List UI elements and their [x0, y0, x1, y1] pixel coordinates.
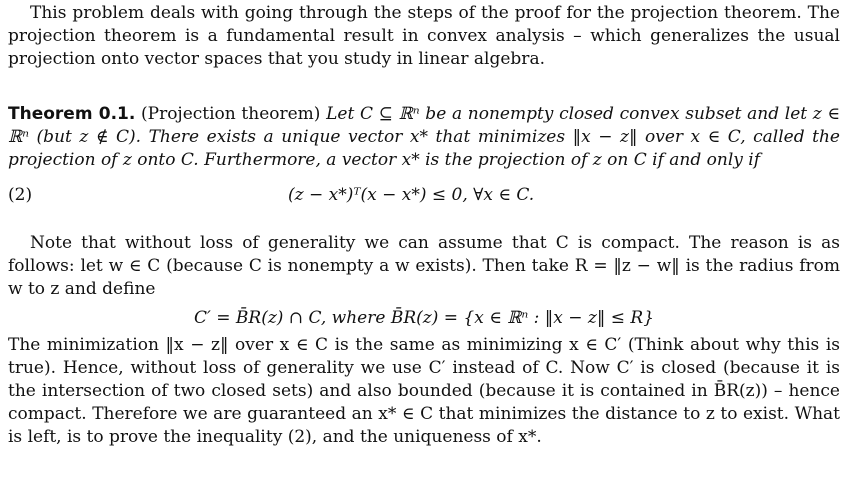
theorem-statement [8, 103, 840, 172]
equation-number: (2) [8, 185, 33, 205]
note-paragraph-1: Note that without loss of generality we can assume that C is compact. The reason is as follows: let w ∈ C (because C is nonempty a w exists). Then take R = ‖z − w‖ is the radius from w to z and define [8, 233, 840, 299]
theorem-text: Let C ⊆ ℝⁿ be a nonempty closed convex subset and let z ∈ ℝⁿ (but z ∉ C). There exists a unique vector x* that minimizes ‖x − z‖ over x ∈ C, called the projection of z onto C. Furthermore, a vector x* is the projection of z on C if and only if [8, 104, 841, 170]
note-paragraph-2: The minimization ‖x − z‖ over x ∈ C is the same as minimizing x ∈ C′ (Think about why this is true). Hence, without loss of generality we use C′ instead of C. Now C′ is closed (because it is the intersection of two closed sets) and also bounded (because it is contained in B̄R(z)) – hence compact. Therefore we are guaranteed an x* ∈ C that minimizes the distance to z to exist. What is left, is to prove the inequality (2), and the uniqueness of x*. [8, 335, 840, 447]
document-page [8, 2, 840, 449]
equation-2 [8, 178, 840, 210]
theorem-label: (Projection theorem) [141, 104, 321, 124]
equation-body: (z − x*)ᵀ(x − x*) ≤ 0, ∀x ∈ C. [288, 185, 535, 205]
intro-paragraph: This problem deals with going through the steps of the proof for the projection theorem. The projection theorem is a fundamental result in convex analysis – which generalizes the usual projection onto vector spaces that you study in linear algebra. [8, 3, 840, 69]
theorem-heading: Theorem 0.1. [8, 104, 136, 124]
display-equation: C′ = B̄R(z) ∩ C, where B̄R(z) = {x ∈ ℝⁿ : ‖x − z‖ ≤ R} [193, 308, 655, 328]
